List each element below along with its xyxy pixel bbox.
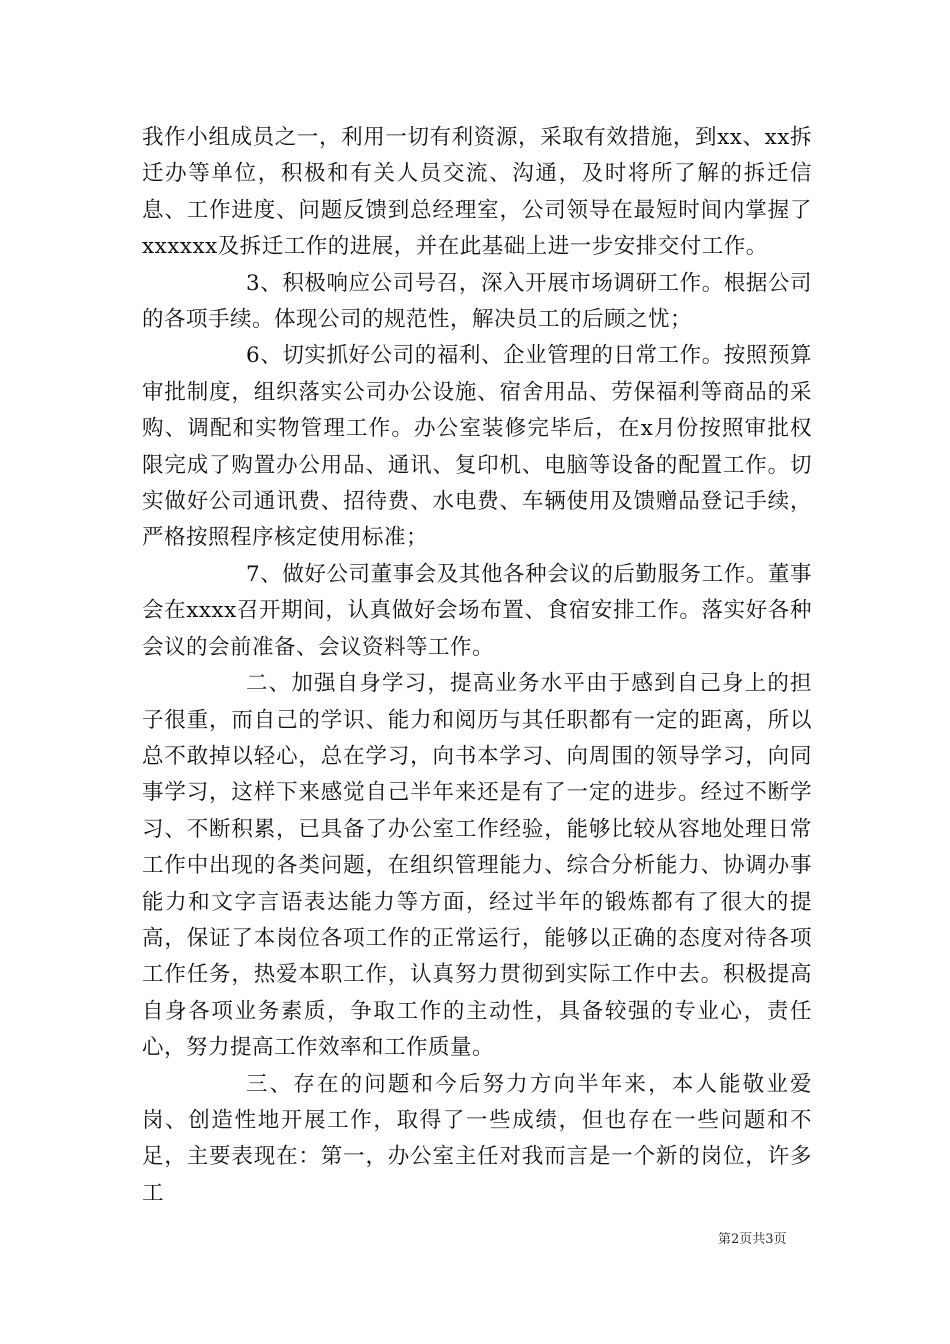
paragraph-item-7: 7、做好公司董事会及其他各种会议的后勤服务工作。董事会在xxxx召开期间，认真做好会场布置、食宿安排工作。落实好各种会议的会前准备、会议资料等工作。 xyxy=(142,561,812,660)
section-two-paragraph: 二、加强自身学习，提高业务水平由于感到自己身上的担子很重，而自己的学识、能力和阅历与其任职都有一定的距离，所以总不敢掉以轻心，总在学习，向书本学习、向周围的领导学习，向同事学习，这样下来感觉自己半年来还是有了一定的进步。经过不断学习、不断积累，已具备了办公室工作经验，能够比较从容地处理日常工作中出现的各类问题，在组织管理能力、综合分析能力、协调办事能力和文字言语表达能力等方面，经过半年的锻炼都有了很大的提高，保证了本岗位各项工作的正常运行，能够以正确的态度对待各项工作任务，热爱本职工作，认真努力贯彻到实际工作中去。积极提高自身各项业务素质，争取工作的主动性，具备较强的专业心，责任心，努力提高工作效率和工作质量。 xyxy=(142,671,812,1061)
paragraph-item-6: 6、切实抓好公司的福利、企业管理的日常工作。按照预算审批制度，组织落实公司办公设施、宿舍用品、劳保福利等商品的采购、调配和实物管理工作。办公室装修完毕后，在x月份按照审批权限完成了购置办公用品、通讯、复印机、电脑等设备的配置工作。切实做好公司通讯费、招待费、水电费、车辆使用及馈赠品登记手续，严格按照程序核定使用标准； xyxy=(142,343,812,551)
document-body xyxy=(142,120,812,1212)
paragraph-item-3: 3、积极响应公司号召，深入开展市场调研工作。根据公司的各项手续。体现公司的规范性，解决员工的后顾之忧； xyxy=(142,270,812,333)
paragraph-continuation: 我作小组成员之一，利用一切有利资源，采取有效措施，到xx、xx拆迁办等单位，积极和有关人员交流、沟通，及时将所了解的拆迁信息、工作进度、问题反馈到总经理室，公司领导在最短时间内掌握了xxxxxx及拆迁工作的进展，并在此基础上进一步安排交付工作。 xyxy=(142,125,812,260)
section-three-paragraph: 三、存在的问题和今后努力方向半年来，本人能敬业爱岗、创造性地开展工作，取得了一些成绩，但也存在一些问题和不足，主要表现在：第一，办公室主任对我而言是一个新的岗位，许多工 xyxy=(142,1071,812,1206)
page-number-footer: 第2页共3页 xyxy=(718,1232,787,1247)
